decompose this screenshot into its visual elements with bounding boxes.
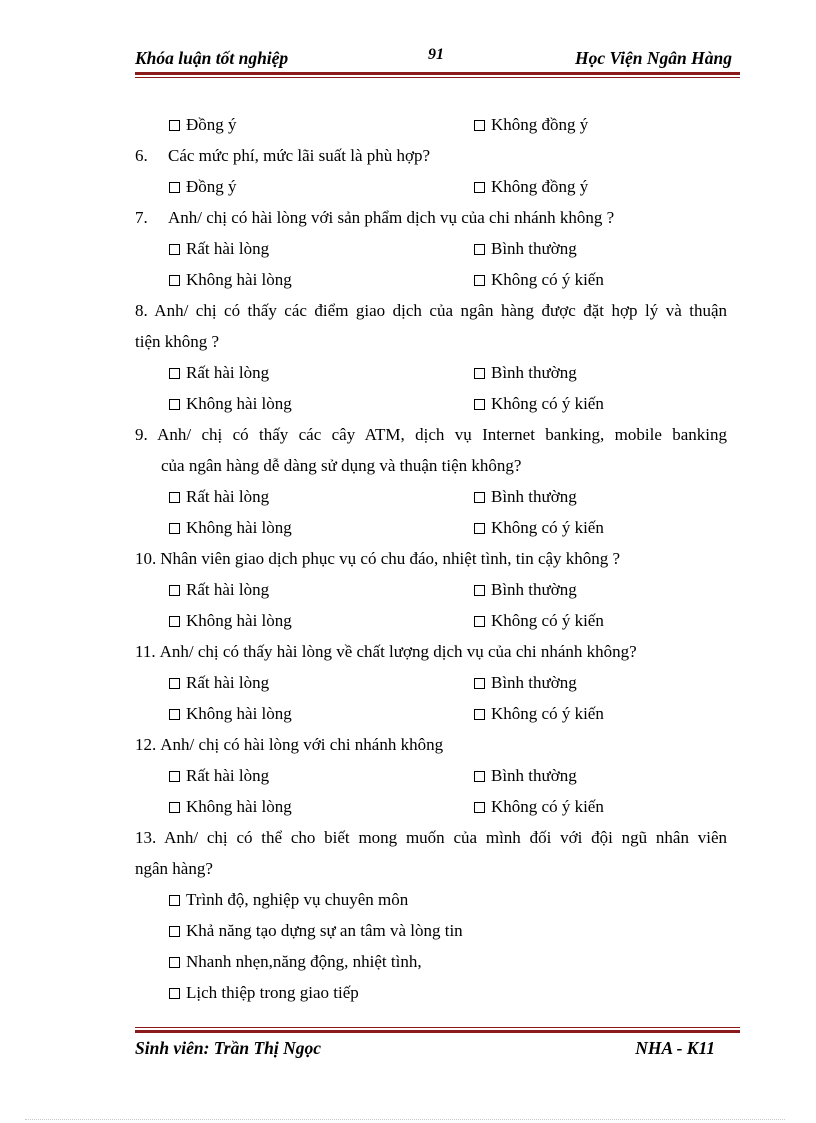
question-8-continued: tiện không ? — [135, 332, 220, 351]
option-not-satisfied[interactable]: Không hài lòng — [169, 264, 292, 295]
option-row — [135, 605, 727, 636]
question-9: 9. Anh/ chị có thấy các cây ATM, dịch vụ Internet banking, mobile banking — [135, 425, 727, 444]
option-normal[interactable]: Bình thường — [474, 574, 577, 605]
checkbox-icon[interactable] — [169, 523, 180, 534]
page-header — [135, 48, 740, 72]
checkbox-icon[interactable] — [169, 957, 180, 968]
footer-class-code: NHA - K11 — [635, 1038, 715, 1058]
footer-student-name: Sinh viên: Trần Thị Ngọc — [135, 1038, 322, 1058]
page-bottom-dotted-divider — [25, 1119, 785, 1120]
footer-rule-thick — [135, 1030, 740, 1033]
checkbox-icon[interactable] — [169, 120, 180, 131]
question-9-continued: của ngân hàng dễ dàng sử dụng và thuận tiện không? — [161, 456, 522, 475]
option-agree[interactable]: Đồng ý — [169, 109, 237, 140]
option-trust[interactable]: Khả năng tạo dựng sự an tâm và lòng tin — [169, 915, 463, 946]
option-courtesy[interactable]: Lịch thiệp trong giao tiếp — [169, 977, 359, 1008]
header-institution: Học Viện Ngân Hàng — [574, 48, 732, 68]
checkbox-icon[interactable] — [474, 802, 485, 813]
footer-rule-thin — [135, 1027, 740, 1028]
option-disagree[interactable]: Không đồng ý — [474, 171, 588, 202]
checkbox-icon[interactable] — [474, 709, 485, 720]
option-very-satisfied[interactable]: Rất hài lòng — [169, 481, 269, 512]
option-row — [135, 481, 727, 512]
option-no-opinion[interactable]: Không có ý kiến — [474, 605, 604, 636]
option-row — [135, 233, 727, 264]
option-row — [135, 791, 727, 822]
option-row — [135, 512, 727, 543]
question-13-continued: ngân hàng? — [135, 859, 213, 878]
checkbox-icon[interactable] — [474, 244, 485, 255]
option-row — [135, 109, 727, 140]
option-no-opinion[interactable]: Không có ý kiến — [474, 388, 604, 419]
checkbox-icon[interactable] — [169, 709, 180, 720]
checkbox-icon[interactable] — [169, 492, 180, 503]
header-thesis-title: Khóa luận tốt nghiệp — [135, 48, 289, 68]
checkbox-icon[interactable] — [169, 678, 180, 689]
option-normal[interactable]: Bình thường — [474, 357, 577, 388]
header-rule-thin — [135, 77, 740, 78]
option-row — [135, 574, 727, 605]
option-row — [135, 915, 727, 946]
checkbox-icon[interactable] — [474, 275, 485, 286]
option-normal[interactable]: Bình thường — [474, 481, 577, 512]
checkbox-icon[interactable] — [169, 895, 180, 906]
checkbox-icon[interactable] — [169, 368, 180, 379]
option-not-satisfied[interactable]: Không hài lòng — [169, 512, 292, 543]
option-no-opinion[interactable]: Không có ý kiến — [474, 791, 604, 822]
option-very-satisfied[interactable]: Rất hài lòng — [169, 233, 269, 264]
page-footer — [135, 1038, 715, 1062]
checkbox-icon[interactable] — [474, 616, 485, 627]
option-row — [135, 388, 727, 419]
option-row — [135, 884, 727, 915]
checkbox-icon[interactable] — [474, 585, 485, 596]
checkbox-icon[interactable] — [474, 678, 485, 689]
checkbox-icon[interactable] — [474, 492, 485, 503]
checkbox-icon[interactable] — [169, 585, 180, 596]
checkbox-icon[interactable] — [169, 244, 180, 255]
option-expertise[interactable]: Trình độ, nghiệp vụ chuyên môn — [169, 884, 408, 915]
option-row — [135, 760, 727, 791]
question-6: 6. Các mức phí, mức lãi suất là phù hợp? — [135, 146, 431, 165]
option-row — [135, 698, 727, 729]
option-no-opinion[interactable]: Không có ý kiến — [474, 264, 604, 295]
option-row — [135, 667, 727, 698]
checkbox-icon[interactable] — [474, 368, 485, 379]
option-very-satisfied[interactable]: Rất hài lòng — [169, 574, 269, 605]
option-very-satisfied[interactable]: Rất hài lòng — [169, 357, 269, 388]
option-very-satisfied[interactable]: Rất hài lòng — [169, 760, 269, 791]
option-not-satisfied[interactable]: Không hài lòng — [169, 791, 292, 822]
questionnaire-body — [135, 109, 727, 1008]
question-11: 11. Anh/ chị có thấy hài lòng về chất lượng dịch vụ của chi nhánh không? — [135, 642, 637, 661]
checkbox-icon[interactable] — [474, 399, 485, 410]
option-normal[interactable]: Bình thường — [474, 233, 577, 264]
checkbox-icon[interactable] — [474, 120, 485, 131]
option-no-opinion[interactable]: Không có ý kiến — [474, 698, 604, 729]
checkbox-icon[interactable] — [169, 771, 180, 782]
checkbox-icon[interactable] — [169, 802, 180, 813]
option-row — [135, 171, 727, 202]
checkbox-icon[interactable] — [169, 616, 180, 627]
question-10: 10. Nhân viên giao dịch phục vụ có chu đáo, nhiệt tình, tin cậy không ? — [135, 549, 621, 568]
option-row — [135, 977, 727, 1008]
checkbox-icon[interactable] — [474, 771, 485, 782]
option-row — [135, 357, 727, 388]
option-dynamic[interactable]: Nhanh nhẹn,năng động, nhiệt tình, — [169, 946, 422, 977]
option-normal[interactable]: Bình thường — [474, 667, 577, 698]
option-disagree[interactable]: Không đồng ý — [474, 109, 588, 140]
header-rule-thick — [135, 72, 740, 75]
question-7: 7. Anh/ chị có hài lòng với sản phẩm dịch vụ của chi nhánh không ? — [135, 208, 615, 227]
question-12: 12. Anh/ chị có hài lòng với chi nhánh không — [135, 735, 444, 754]
question-13: 13. Anh/ chị có thể cho biết mong muốn của mình đối với đội ngũ nhân viên — [135, 828, 727, 847]
option-no-opinion[interactable]: Không có ý kiến — [474, 512, 604, 543]
checkbox-icon[interactable] — [474, 182, 485, 193]
option-row — [135, 946, 727, 977]
question-8: 8. Anh/ chị có thấy các điểm giao dịch của ngân hàng được đặt hợp lý và thuận — [135, 301, 727, 320]
checkbox-icon[interactable] — [474, 523, 485, 534]
page-number: 91 — [428, 46, 444, 63]
checkbox-icon[interactable] — [169, 275, 180, 286]
option-very-satisfied[interactable]: Rất hài lòng — [169, 667, 269, 698]
option-agree[interactable]: Đồng ý — [169, 171, 237, 202]
option-not-satisfied[interactable]: Không hài lòng — [169, 698, 292, 729]
checkbox-icon[interactable] — [169, 399, 180, 410]
checkbox-icon[interactable] — [169, 182, 180, 193]
option-normal[interactable]: Bình thường — [474, 760, 577, 791]
checkbox-icon[interactable] — [169, 988, 180, 999]
checkbox-icon[interactable] — [169, 926, 180, 937]
option-not-satisfied[interactable]: Không hài lòng — [169, 388, 292, 419]
option-not-satisfied[interactable]: Không hài lòng — [169, 605, 292, 636]
option-row — [135, 264, 727, 295]
